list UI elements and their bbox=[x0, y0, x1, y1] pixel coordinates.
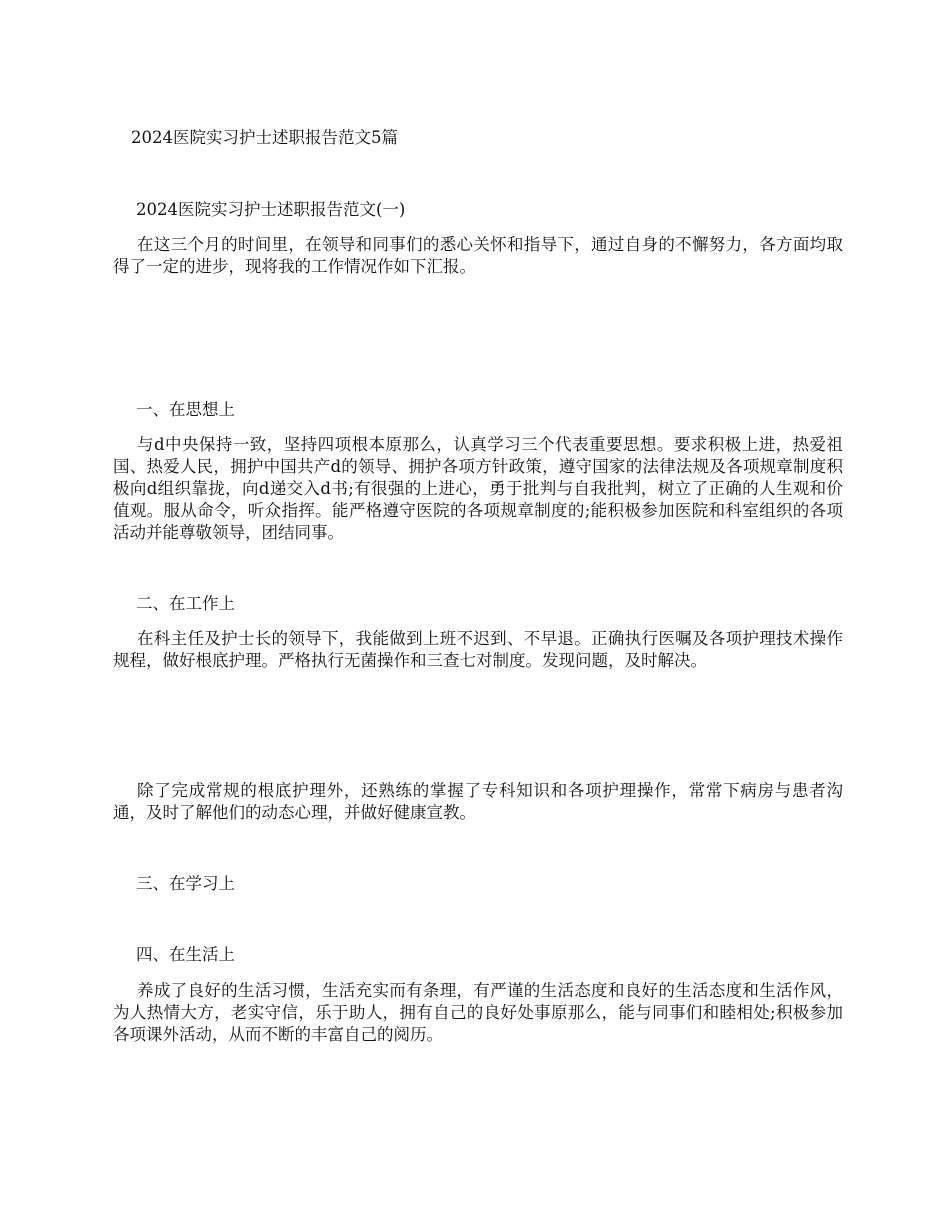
paragraph-work-extra: 除了完成常规的根底护理外，还熟练的掌握了专科知识和各项护理操作，常常下病房与患者沟通，及时了解他们的动态心理，并做好健康宣教。 bbox=[113, 781, 843, 822]
section-title: 2024医院实习护士述职报告范文(一) bbox=[136, 200, 406, 219]
paragraph-life: 养成了良好的生活习惯，生活充实而有条理，有严谨的生活态度和良好的生活态度和生活作风，为人热情大方，老实守信，乐于助人，拥有自己的良好处事原那么，能与同事们和睦相处;积极参加各项课外活动，从而不断的丰富自己的阅历。 bbox=[113, 981, 843, 1044]
paragraph-thought: 与d中央保持一致，坚持四项根本原那么，认真学习三个代表重要思想。要求积极上进，热爱祖国、热爱人民，拥护中国共产d的领导、拥护各项方针政策，遵守国家的法律法规及各项规章制度积极向d组织靠拢，向d递交入d书;有很强的上进心，勇于批判与自我批判，树立了正确的人生观和价值观。服从命令，听众指挥。能严格遵守医院的各项规章制度的;能积极参加医院和科室组织的各项活动并能尊敬领导，团结同事。 bbox=[113, 435, 843, 542]
heading-life: 四、在生活上 bbox=[136, 945, 235, 964]
paragraph-work: 在科主任及护士长的领导下，我能做到上班不迟到、不早退。正确执行医嘱及各项护理技术操作规程，做好根底护理。严格执行无菌操作和三查七对制度。发现问题，及时解决。 bbox=[113, 629, 843, 670]
heading-work: 二、在工作上 bbox=[136, 594, 235, 613]
heading-study: 三、在学习上 bbox=[136, 874, 235, 893]
heading-thought: 一、在思想上 bbox=[136, 400, 235, 419]
intro-paragraph: 在这三个月的时间里，在领导和同事们的悉心关怀和指导下，通过自身的不懈努力，各方面均取得了一定的进步，现将我的工作情况作如下汇报。 bbox=[113, 235, 843, 276]
document-title: 2024医院实习护士述职报告范文5篇 bbox=[131, 128, 398, 147]
